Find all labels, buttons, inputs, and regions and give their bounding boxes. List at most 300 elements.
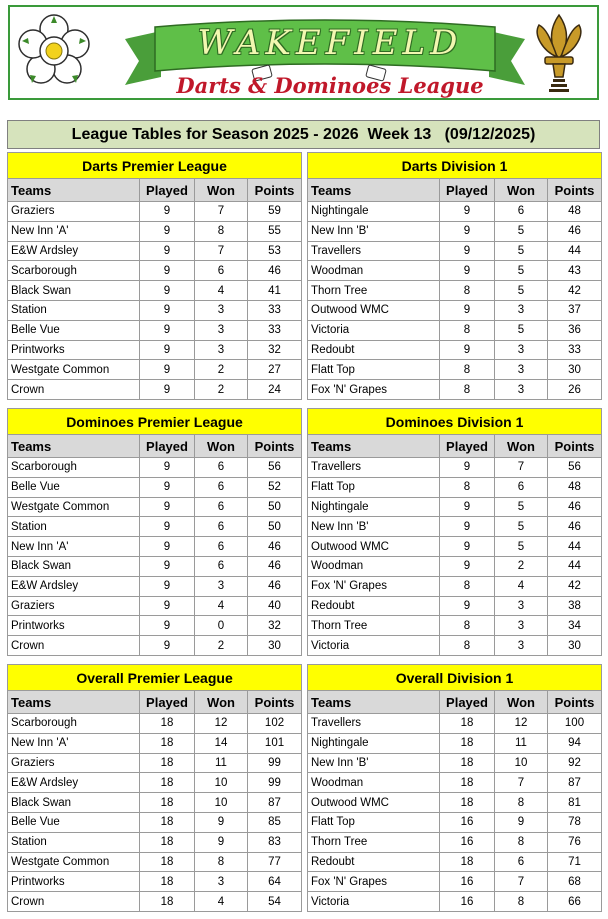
points-cell: 56 bbox=[248, 458, 302, 478]
played-cell: 9 bbox=[140, 616, 195, 636]
team-name-cell: New Inn 'A' bbox=[8, 733, 140, 753]
played-cell: 9 bbox=[140, 281, 195, 301]
won-cell: 8 bbox=[195, 221, 248, 241]
table-row bbox=[308, 576, 602, 596]
table-row bbox=[8, 320, 302, 340]
team-name-cell: Woodman bbox=[308, 556, 440, 576]
team-name-cell: Travellers bbox=[308, 714, 440, 734]
season-title: League Tables for Season 2025 - 2026 Week 13 (09/12/2025) bbox=[7, 120, 600, 149]
played-cell: 18 bbox=[440, 714, 495, 734]
table-title: Overall Division 1 bbox=[308, 665, 602, 691]
won-cell: 6 bbox=[195, 261, 248, 281]
played-cell: 9 bbox=[140, 261, 195, 281]
column-header-teams: Teams bbox=[308, 691, 440, 714]
table-row bbox=[8, 300, 302, 320]
points-cell: 40 bbox=[248, 596, 302, 616]
won-cell: 7 bbox=[495, 773, 548, 793]
table-row bbox=[8, 576, 302, 596]
table-row bbox=[308, 793, 602, 813]
played-cell: 8 bbox=[440, 320, 495, 340]
points-cell: 48 bbox=[548, 202, 602, 222]
played-cell: 16 bbox=[440, 812, 495, 832]
points-cell: 44 bbox=[548, 556, 602, 576]
points-cell: 85 bbox=[248, 812, 302, 832]
league-table-darts-div1 bbox=[307, 152, 602, 400]
played-cell: 9 bbox=[140, 636, 195, 656]
table-title: Dominoes Premier League bbox=[8, 409, 302, 435]
team-name-cell: Nightingale bbox=[308, 733, 440, 753]
points-cell: 42 bbox=[548, 576, 602, 596]
table-row bbox=[308, 261, 602, 281]
points-cell: 99 bbox=[248, 773, 302, 793]
team-name-cell: Graziers bbox=[8, 202, 140, 222]
points-cell: 92 bbox=[548, 753, 602, 773]
team-name-cell: Scarborough bbox=[8, 458, 140, 478]
table-row bbox=[8, 852, 302, 872]
table-row bbox=[308, 753, 602, 773]
won-cell: 3 bbox=[195, 320, 248, 340]
table-row bbox=[308, 340, 602, 360]
table-row bbox=[8, 261, 302, 281]
points-cell: 36 bbox=[548, 320, 602, 340]
points-cell: 99 bbox=[248, 753, 302, 773]
column-header-teams: Teams bbox=[8, 691, 140, 714]
team-name-cell: New Inn 'B' bbox=[308, 221, 440, 241]
won-cell: 2 bbox=[195, 380, 248, 400]
league-table-dominoes-div1 bbox=[307, 408, 602, 656]
points-cell: 87 bbox=[548, 773, 602, 793]
table-row bbox=[8, 793, 302, 813]
points-cell: 55 bbox=[248, 221, 302, 241]
played-cell: 9 bbox=[440, 202, 495, 222]
played-cell: 8 bbox=[440, 380, 495, 400]
played-cell: 9 bbox=[440, 517, 495, 537]
points-cell: 24 bbox=[248, 380, 302, 400]
won-cell: 6 bbox=[195, 517, 248, 537]
played-cell: 9 bbox=[140, 380, 195, 400]
points-cell: 46 bbox=[548, 221, 602, 241]
team-name-cell: Black Swan bbox=[8, 793, 140, 813]
played-cell: 9 bbox=[440, 300, 495, 320]
won-cell: 3 bbox=[195, 576, 248, 596]
table-row bbox=[308, 360, 602, 380]
points-cell: 37 bbox=[548, 300, 602, 320]
played-cell: 9 bbox=[140, 537, 195, 557]
team-name-cell: Redoubt bbox=[308, 340, 440, 360]
won-cell: 6 bbox=[495, 477, 548, 497]
won-cell: 8 bbox=[495, 832, 548, 852]
won-cell: 11 bbox=[495, 733, 548, 753]
points-cell: 46 bbox=[548, 497, 602, 517]
played-cell: 18 bbox=[440, 753, 495, 773]
points-cell: 102 bbox=[248, 714, 302, 734]
played-cell: 9 bbox=[440, 221, 495, 241]
league-table-darts-premier bbox=[7, 152, 302, 400]
won-cell: 9 bbox=[495, 812, 548, 832]
won-cell: 7 bbox=[195, 202, 248, 222]
table-row bbox=[308, 202, 602, 222]
points-cell: 30 bbox=[548, 636, 602, 656]
column-header-played: Played bbox=[140, 435, 195, 458]
played-cell: 18 bbox=[440, 733, 495, 753]
played-cell: 8 bbox=[440, 360, 495, 380]
table-row bbox=[8, 872, 302, 892]
column-header-points: Points bbox=[248, 435, 302, 458]
won-cell: 2 bbox=[195, 636, 248, 656]
table-row bbox=[8, 812, 302, 832]
played-cell: 18 bbox=[140, 852, 195, 872]
column-header-won: Won bbox=[495, 435, 548, 458]
table-row bbox=[308, 872, 602, 892]
played-cell: 9 bbox=[140, 221, 195, 241]
table-row bbox=[308, 300, 602, 320]
played-cell: 8 bbox=[440, 636, 495, 656]
points-cell: 68 bbox=[548, 872, 602, 892]
played-cell: 9 bbox=[440, 556, 495, 576]
table-row bbox=[308, 556, 602, 576]
team-name-cell: Thorn Tree bbox=[308, 281, 440, 301]
team-name-cell: New Inn 'A' bbox=[8, 537, 140, 557]
won-cell: 8 bbox=[495, 892, 548, 912]
played-cell: 8 bbox=[440, 576, 495, 596]
table-row bbox=[8, 340, 302, 360]
played-cell: 9 bbox=[140, 517, 195, 537]
table-row bbox=[308, 596, 602, 616]
played-cell: 9 bbox=[440, 458, 495, 478]
team-name-cell: Fox 'N' Grapes bbox=[308, 576, 440, 596]
team-name-cell: Victoria bbox=[308, 892, 440, 912]
points-cell: 44 bbox=[548, 537, 602, 557]
banner-title: WAKEFIELD bbox=[197, 23, 463, 63]
points-cell: 46 bbox=[248, 576, 302, 596]
table-row bbox=[8, 241, 302, 261]
table-row bbox=[308, 477, 602, 497]
played-cell: 18 bbox=[140, 714, 195, 734]
team-name-cell: Flatt Top bbox=[308, 360, 440, 380]
column-header-points: Points bbox=[548, 179, 602, 202]
points-cell: 66 bbox=[548, 892, 602, 912]
table-row bbox=[8, 281, 302, 301]
points-cell: 26 bbox=[548, 380, 602, 400]
table-row bbox=[8, 380, 302, 400]
column-header-teams: Teams bbox=[308, 179, 440, 202]
yorkshire-rose-icon bbox=[16, 13, 92, 89]
won-cell: 11 bbox=[195, 753, 248, 773]
points-cell: 77 bbox=[248, 852, 302, 872]
won-cell: 4 bbox=[195, 596, 248, 616]
table-row bbox=[8, 556, 302, 576]
played-cell: 18 bbox=[440, 852, 495, 872]
played-cell: 9 bbox=[140, 477, 195, 497]
table-row bbox=[8, 221, 302, 241]
team-name-cell: New Inn 'B' bbox=[308, 517, 440, 537]
team-name-cell: Flatt Top bbox=[308, 477, 440, 497]
played-cell: 18 bbox=[140, 812, 195, 832]
table-title: Darts Premier League bbox=[8, 153, 302, 179]
won-cell: 8 bbox=[195, 852, 248, 872]
league-table-overall-div1 bbox=[307, 664, 602, 912]
won-cell: 12 bbox=[195, 714, 248, 734]
team-name-cell: Crown bbox=[8, 636, 140, 656]
team-name-cell: Station bbox=[8, 517, 140, 537]
table-row bbox=[8, 616, 302, 636]
column-header-points: Points bbox=[248, 179, 302, 202]
points-cell: 41 bbox=[248, 281, 302, 301]
table-row bbox=[8, 517, 302, 537]
table-row bbox=[308, 517, 602, 537]
won-cell: 5 bbox=[495, 497, 548, 517]
table-title: Dominoes Division 1 bbox=[308, 409, 602, 435]
points-cell: 87 bbox=[248, 793, 302, 813]
team-name-cell: Travellers bbox=[308, 241, 440, 261]
won-cell: 6 bbox=[195, 497, 248, 517]
won-cell: 7 bbox=[195, 241, 248, 261]
table-row bbox=[308, 221, 602, 241]
team-name-cell: Crown bbox=[8, 380, 140, 400]
played-cell: 9 bbox=[140, 340, 195, 360]
column-header-won: Won bbox=[495, 691, 548, 714]
team-name-cell: Flatt Top bbox=[308, 812, 440, 832]
played-cell: 18 bbox=[440, 793, 495, 813]
played-cell: 18 bbox=[440, 773, 495, 793]
points-cell: 100 bbox=[548, 714, 602, 734]
points-cell: 42 bbox=[548, 281, 602, 301]
won-cell: 6 bbox=[495, 852, 548, 872]
won-cell: 5 bbox=[495, 241, 548, 261]
points-cell: 30 bbox=[248, 636, 302, 656]
team-name-cell: Thorn Tree bbox=[308, 616, 440, 636]
won-cell: 10 bbox=[195, 773, 248, 793]
team-name-cell: Belle Vue bbox=[8, 320, 140, 340]
played-cell: 9 bbox=[440, 537, 495, 557]
won-cell: 5 bbox=[495, 261, 548, 281]
points-cell: 52 bbox=[248, 477, 302, 497]
column-header-points: Points bbox=[548, 435, 602, 458]
column-header-won: Won bbox=[495, 179, 548, 202]
won-cell: 4 bbox=[195, 892, 248, 912]
team-name-cell: Graziers bbox=[8, 596, 140, 616]
league-table-dominoes-premier bbox=[7, 408, 302, 656]
points-cell: 30 bbox=[548, 360, 602, 380]
team-name-cell: Fox 'N' Grapes bbox=[308, 380, 440, 400]
table-row bbox=[8, 477, 302, 497]
table-row bbox=[308, 812, 602, 832]
column-header-teams: Teams bbox=[8, 435, 140, 458]
points-cell: 33 bbox=[548, 340, 602, 360]
column-header-teams: Teams bbox=[308, 435, 440, 458]
played-cell: 18 bbox=[140, 733, 195, 753]
points-cell: 64 bbox=[248, 872, 302, 892]
points-cell: 32 bbox=[248, 340, 302, 360]
played-cell: 9 bbox=[440, 340, 495, 360]
points-cell: 43 bbox=[548, 261, 602, 281]
points-cell: 46 bbox=[548, 517, 602, 537]
team-name-cell: Station bbox=[8, 832, 140, 852]
team-name-cell: Westgate Common bbox=[8, 852, 140, 872]
won-cell: 9 bbox=[195, 832, 248, 852]
played-cell: 16 bbox=[440, 872, 495, 892]
table-row bbox=[8, 537, 302, 557]
team-name-cell: Nightingale bbox=[308, 497, 440, 517]
table-row bbox=[8, 714, 302, 734]
column-header-teams: Teams bbox=[8, 179, 140, 202]
league-banner bbox=[8, 5, 599, 100]
points-cell: 71 bbox=[548, 852, 602, 872]
played-cell: 18 bbox=[140, 793, 195, 813]
team-name-cell: Westgate Common bbox=[8, 360, 140, 380]
played-cell: 16 bbox=[440, 892, 495, 912]
table-row bbox=[308, 497, 602, 517]
played-cell: 9 bbox=[440, 261, 495, 281]
column-header-played: Played bbox=[440, 435, 495, 458]
won-cell: 3 bbox=[195, 872, 248, 892]
won-cell: 10 bbox=[195, 793, 248, 813]
table-row bbox=[308, 281, 602, 301]
column-header-points: Points bbox=[548, 691, 602, 714]
points-cell: 46 bbox=[248, 556, 302, 576]
team-name-cell: New Inn 'A' bbox=[8, 221, 140, 241]
points-cell: 56 bbox=[548, 458, 602, 478]
team-name-cell: Black Swan bbox=[8, 556, 140, 576]
played-cell: 18 bbox=[140, 753, 195, 773]
points-cell: 44 bbox=[548, 241, 602, 261]
banner-subtitle: Darts & Dominoes League bbox=[176, 73, 484, 98]
won-cell: 5 bbox=[495, 221, 548, 241]
won-cell: 8 bbox=[495, 793, 548, 813]
points-cell: 50 bbox=[248, 517, 302, 537]
played-cell: 9 bbox=[140, 497, 195, 517]
won-cell: 2 bbox=[195, 360, 248, 380]
column-header-played: Played bbox=[440, 691, 495, 714]
won-cell: 9 bbox=[195, 812, 248, 832]
played-cell: 9 bbox=[440, 497, 495, 517]
points-cell: 76 bbox=[548, 832, 602, 852]
table-row bbox=[8, 360, 302, 380]
won-cell: 3 bbox=[495, 636, 548, 656]
played-cell: 9 bbox=[140, 360, 195, 380]
won-cell: 3 bbox=[495, 360, 548, 380]
played-cell: 9 bbox=[140, 300, 195, 320]
won-cell: 5 bbox=[495, 281, 548, 301]
played-cell: 9 bbox=[440, 596, 495, 616]
played-cell: 9 bbox=[140, 241, 195, 261]
played-cell: 9 bbox=[140, 320, 195, 340]
won-cell: 4 bbox=[195, 281, 248, 301]
points-cell: 78 bbox=[548, 812, 602, 832]
team-name-cell: Thorn Tree bbox=[308, 832, 440, 852]
played-cell: 9 bbox=[440, 241, 495, 261]
team-name-cell: Outwood WMC bbox=[308, 793, 440, 813]
won-cell: 2 bbox=[495, 556, 548, 576]
team-name-cell: Victoria bbox=[308, 320, 440, 340]
played-cell: 18 bbox=[140, 773, 195, 793]
played-cell: 9 bbox=[140, 576, 195, 596]
team-name-cell: Travellers bbox=[308, 458, 440, 478]
played-cell: 9 bbox=[140, 596, 195, 616]
won-cell: 7 bbox=[495, 872, 548, 892]
won-cell: 0 bbox=[195, 616, 248, 636]
team-name-cell: Station bbox=[8, 300, 140, 320]
won-cell: 3 bbox=[195, 340, 248, 360]
points-cell: 48 bbox=[548, 477, 602, 497]
table-row bbox=[8, 458, 302, 478]
column-header-points: Points bbox=[248, 691, 302, 714]
table-row bbox=[308, 714, 602, 734]
table-row bbox=[308, 773, 602, 793]
column-header-played: Played bbox=[140, 691, 195, 714]
points-cell: 53 bbox=[248, 241, 302, 261]
table-row bbox=[308, 537, 602, 557]
won-cell: 7 bbox=[495, 458, 548, 478]
table-title: Overall Premier League bbox=[8, 665, 302, 691]
points-cell: 27 bbox=[248, 360, 302, 380]
table-title: Darts Division 1 bbox=[308, 153, 602, 179]
won-cell: 5 bbox=[495, 517, 548, 537]
team-name-cell: Victoria bbox=[308, 636, 440, 656]
table-row bbox=[8, 733, 302, 753]
team-name-cell: Printworks bbox=[8, 340, 140, 360]
table-row bbox=[8, 202, 302, 222]
table-row bbox=[8, 773, 302, 793]
points-cell: 50 bbox=[248, 497, 302, 517]
points-cell: 81 bbox=[548, 793, 602, 813]
points-cell: 33 bbox=[248, 320, 302, 340]
table-row bbox=[8, 892, 302, 912]
points-cell: 32 bbox=[248, 616, 302, 636]
won-cell: 3 bbox=[195, 300, 248, 320]
played-cell: 8 bbox=[440, 477, 495, 497]
won-cell: 3 bbox=[495, 596, 548, 616]
won-cell: 3 bbox=[495, 616, 548, 636]
points-cell: 101 bbox=[248, 733, 302, 753]
won-cell: 6 bbox=[195, 556, 248, 576]
table-row bbox=[8, 753, 302, 773]
column-header-won: Won bbox=[195, 179, 248, 202]
team-name-cell: Redoubt bbox=[308, 852, 440, 872]
points-cell: 33 bbox=[248, 300, 302, 320]
fleur-de-lis-icon bbox=[529, 11, 589, 97]
team-name-cell: Printworks bbox=[8, 616, 140, 636]
team-name-cell: Outwood WMC bbox=[308, 537, 440, 557]
team-name-cell: Redoubt bbox=[308, 596, 440, 616]
team-name-cell: Belle Vue bbox=[8, 477, 140, 497]
points-cell: 59 bbox=[248, 202, 302, 222]
team-name-cell: Scarborough bbox=[8, 714, 140, 734]
team-name-cell: Fox 'N' Grapes bbox=[308, 872, 440, 892]
table-row bbox=[308, 320, 602, 340]
points-cell: 94 bbox=[548, 733, 602, 753]
played-cell: 18 bbox=[140, 892, 195, 912]
league-table-overall-premier bbox=[7, 664, 302, 912]
team-name-cell: Printworks bbox=[8, 872, 140, 892]
team-name-cell: E&W Ardsley bbox=[8, 576, 140, 596]
played-cell: 8 bbox=[440, 616, 495, 636]
column-header-won: Won bbox=[195, 435, 248, 458]
played-cell: 16 bbox=[440, 832, 495, 852]
column-header-played: Played bbox=[140, 179, 195, 202]
won-cell: 14 bbox=[195, 733, 248, 753]
team-name-cell: Outwood WMC bbox=[308, 300, 440, 320]
table-row bbox=[8, 497, 302, 517]
table-row bbox=[308, 380, 602, 400]
won-cell: 6 bbox=[495, 202, 548, 222]
team-name-cell: Westgate Common bbox=[8, 497, 140, 517]
points-cell: 46 bbox=[248, 261, 302, 281]
team-name-cell: New Inn 'B' bbox=[308, 753, 440, 773]
won-cell: 12 bbox=[495, 714, 548, 734]
played-cell: 8 bbox=[440, 281, 495, 301]
points-cell: 46 bbox=[248, 537, 302, 557]
